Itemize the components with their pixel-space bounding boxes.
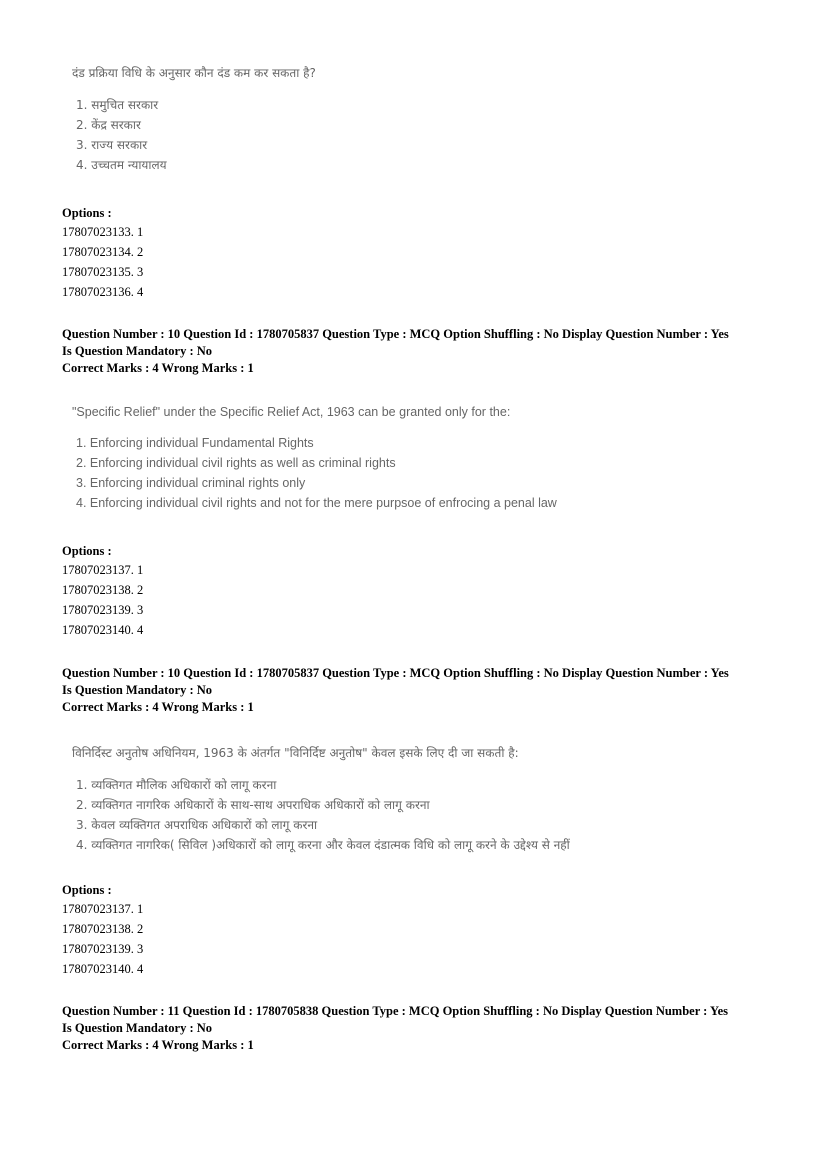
question-text: विनिर्दिस्ट अनुतोष अधिनियम, 1963 के अंतर्गत "विनिर्दिष्ट अनुतोष" केवल इसके लिए दी जा सकती है: — [72, 746, 519, 760]
option-item: 17807023137. 1 — [62, 902, 144, 916]
options-list — [62, 881, 143, 979]
options-list — [62, 204, 143, 302]
option-item: 17807023139. 3 — [62, 603, 144, 617]
meta-line: Is Question Mandatory : No — [62, 683, 213, 697]
option-item: 17807023138. 2 — [62, 922, 144, 936]
option-item: 17807023138. 2 — [62, 583, 144, 597]
choice: 2. Enforcing individual civil rights as well as criminal rights — [76, 456, 396, 470]
question-meta — [62, 665, 729, 716]
choice: 4. उच्चतम न्यायालय — [76, 158, 167, 172]
choice: 1. व्यक्तिगत मौलिक अधिकारों को लागू करना — [76, 778, 277, 792]
choice: 2. केंद्र सरकार — [76, 118, 141, 132]
options-label: Options : — [62, 206, 112, 220]
question-text: दंड प्रक्रिया विधि के अनुसार कौन दंड कम कर सकता है? — [72, 66, 316, 80]
choice: 3. राज्य सरकार — [76, 138, 148, 152]
options-label: Options : — [62, 544, 112, 558]
options-list — [62, 542, 143, 640]
meta-line: Correct Marks : 4 Wrong Marks : 1 — [62, 1038, 254, 1052]
option-item: 17807023139. 3 — [62, 942, 144, 956]
option-item: 17807023140. 4 — [62, 623, 144, 637]
option-item: 17807023133. 1 — [62, 225, 144, 239]
question-meta — [62, 1003, 728, 1054]
option-item: 17807023140. 4 — [62, 962, 144, 976]
meta-line: Question Number : 10 Question Id : 1780705837 Question Type : MCQ Option Shuffling : No Display Question Number : Yes — [62, 327, 729, 341]
choice: 3. Enforcing individual criminal rights only — [76, 476, 306, 490]
option-item: 17807023135. 3 — [62, 265, 144, 279]
choice: 1. Enforcing individual Fundamental Rights — [76, 436, 314, 450]
choice: 4. Enforcing individual civil rights and not for the mere purpsoe of enfrocing a penal law — [76, 496, 557, 510]
option-item: 17807023134. 2 — [62, 245, 144, 259]
options-label: Options : — [62, 883, 112, 897]
option-item: 17807023136. 4 — [62, 285, 144, 299]
question-meta — [62, 326, 729, 377]
meta-line: Correct Marks : 4 Wrong Marks : 1 — [62, 700, 254, 714]
choice: 2. व्यक्तिगत नागरिक अधिकारों के साथ-साथ अपराधिक अधिकारों को लागू करना — [76, 798, 430, 812]
meta-line: Question Number : 10 Question Id : 1780705837 Question Type : MCQ Option Shuffling : No Display Question Number : Yes — [62, 666, 729, 680]
meta-line: Correct Marks : 4 Wrong Marks : 1 — [62, 361, 254, 375]
choice: 3. केवल व्यक्तिगत अपराधिक अधिकारों को लागू करना — [76, 818, 318, 832]
question-image-2 — [72, 405, 557, 513]
choice: 4. व्यक्तिगत नागरिक( सिविल )अधिकारों को लागू करना और केवल दंडात्मक विधि को लागू करने के उद्देश्य से नहीं — [76, 838, 570, 852]
meta-line: Is Question Mandatory : No — [62, 1021, 213, 1035]
choice: 1. समुचित सरकार — [76, 98, 159, 112]
question-image-3 — [72, 744, 570, 855]
option-item: 17807023137. 1 — [62, 563, 144, 577]
meta-line: Is Question Mandatory : No — [62, 344, 213, 358]
question-text: "Specific Relief" under the Specific Relief Act, 1963 can be granted only for the: — [72, 405, 511, 419]
question-image-1 — [72, 64, 316, 175]
meta-line: Question Number : 11 Question Id : 1780705838 Question Type : MCQ Option Shuffling : No Display Question Number : Yes — [62, 1004, 729, 1018]
